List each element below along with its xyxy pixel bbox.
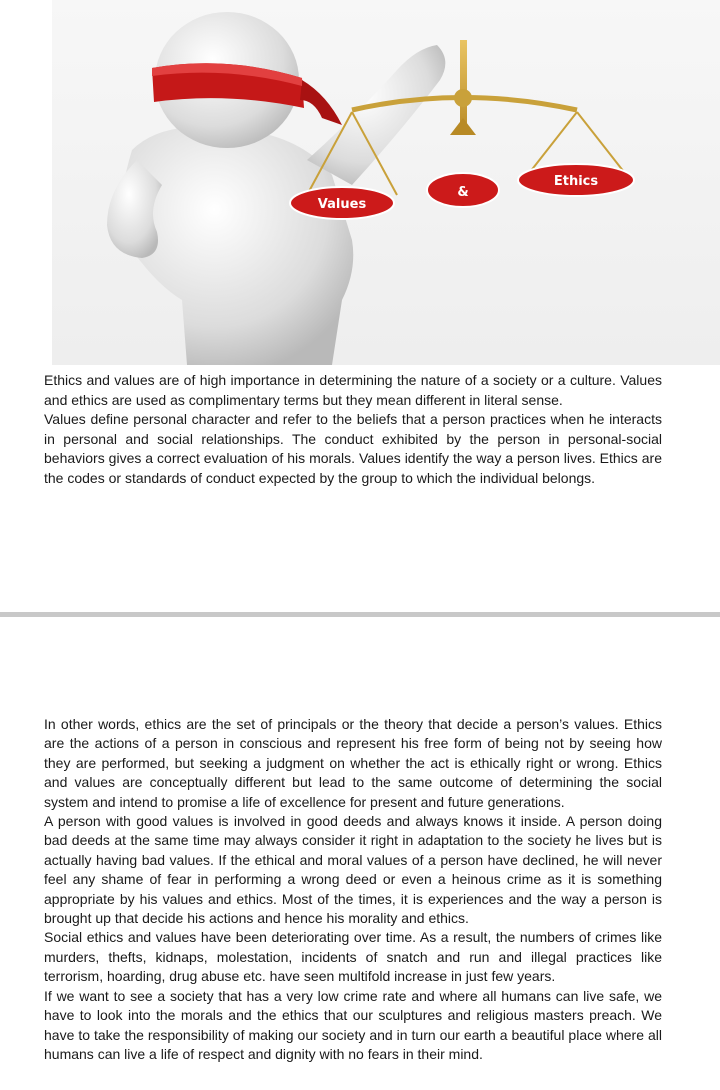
page2-text	[44, 715, 662, 1064]
page2-paragraph: In other words, ethics are the set of principals or the theory that decide a person’s values. Ethics are the actions of a person in conscious and represent his free form of being not by seeing how they are performed, but seeking a judgment on whether the act is ethically right or wrong. Ethics and values are conceptually different but lead to the same outcome of determining the social system and intend to promise a life of excellence for present and future generations.	[44, 716, 662, 810]
page1-paragraph: Ethics and values are of high importance in determining the nature of a society or a culture. Values and ethics are used as complimentary terms but they mean different in literal sense.	[44, 372, 662, 408]
page2-paragraph: A person with good values is involved in good deeds and always knows it inside. A person doing bad deeds at the same time may always consider it right in adaptation to the society he lives but is actually having bad values. If the ethical and moral values of a person have declined, he will never feel any shame of fear in performing a wrong deed or even a heinous crime as it is something appropriate by his values and ethics. Most of the times, it is experiences and the way a person is brought up that decide his actions and hence his morality and ethics.	[44, 813, 662, 927]
ampersand-badge	[427, 173, 499, 207]
blindfold-tail	[300, 80, 342, 125]
ampersand-badge-label: &	[457, 185, 469, 200]
illustration	[52, 0, 720, 365]
page1-paragraph: Values define personal character and refer to the beliefs that a person practices when he interacts in personal and social relationships. The conduct exhibited by the person in personal-social behaviors gives a correct evaluation of his morals. Values identify the way a person lives. Ethics are the codes or standards of conduct expected by the group to which the individual belongs.	[44, 411, 662, 486]
values-badge	[290, 187, 394, 219]
page1-text	[44, 371, 662, 489]
page2-paragraph: If we want to see a society that has a very low crime rate and where all humans can live safe, we have to look into the morals and the ethics that our sculptures and religious masters preach. We have to take the responsibility of making our society and in turn our earth a beautiful place where all humans can live a life of respect and dignity with no fears in their mind.	[44, 987, 662, 1062]
page2-paragraph: Social ethics and values have been deteriorating over time. As a result, the numbers of crimes like murders, thefts, kidnaps, molestation, incidents of snatch and run and illegal practices like terrorism, hoarding, drug abuse etc. have seen multifold increase in just few years.	[44, 929, 662, 985]
ethics-badge	[518, 164, 634, 196]
values-badge-label: Values	[317, 197, 367, 212]
figure-holding-scales-icon	[52, 0, 720, 365]
page-divider	[0, 612, 720, 617]
ethics-badge-label: Ethics	[553, 174, 599, 189]
